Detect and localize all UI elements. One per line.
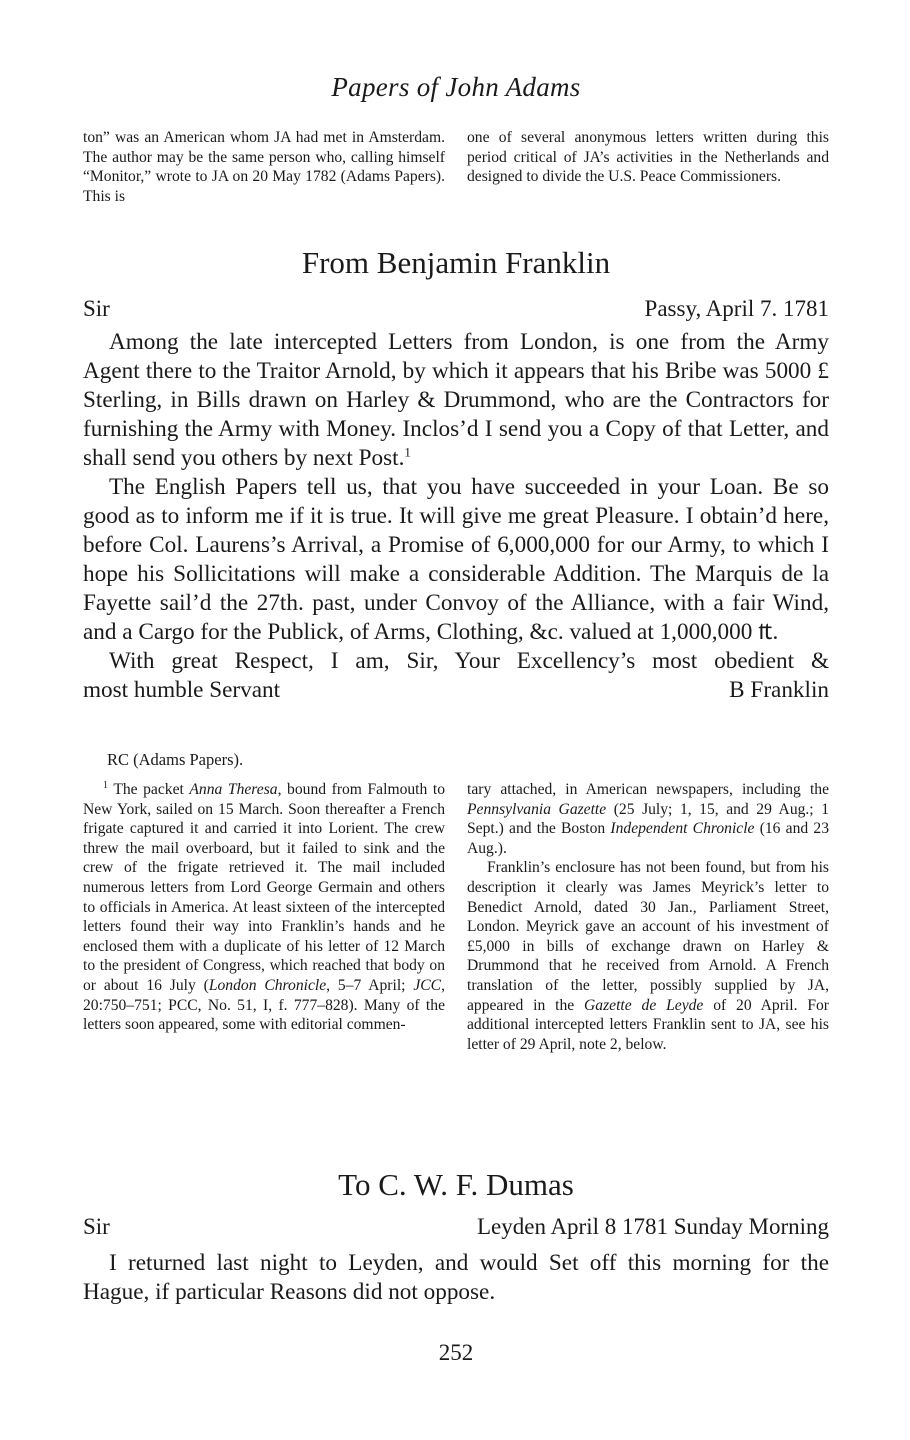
footnote-text-segment: Gazette de Leyde xyxy=(584,996,704,1014)
closing-line-2 xyxy=(83,676,829,705)
footnote-text-segment: , bound from Falmouth to New York, sailed on 15 March. Soon thereafter a French frigate captured it and carried it into Lorient. The crew threw the mail overboard, but it failed to sink and the crew of the frigate retrieved it. The mail included numerous letters from Lord George Germain and others to officials in America. At least sixteen of the intercepted letters found their way into Franklin’s hands and he enclosed them with a duplicate of his letter of 12 March to the president of Congress, which reached that body on or about 16 July ( xyxy=(83,781,446,994)
continued-notes xyxy=(83,128,829,206)
paragraph-1 xyxy=(83,328,829,473)
letter-dateline-dumas xyxy=(83,1214,829,1240)
footnote-text-segment: (16 and 23 Aug.). xyxy=(467,820,830,857)
continued-note-left-text: ton” was an American whom JA had met in Amsterdam. The author may be the same person who, calling himself “Monitor,” wrote to JA on 20 May 1782 (Adams Papers). This is xyxy=(83,129,445,205)
source-note: RC (Adams Papers). xyxy=(107,750,244,769)
footnote-text-segment: (25 July; 1, 15, and 29 Aug.; 1 Sept.) and the Boston xyxy=(467,800,829,838)
footnote-text-segment: The packet xyxy=(113,781,190,798)
continued-note-right-text: one of several anonymous letters written during this period critical of JA’s activities in the Netherlands and designed to divide the U.S. Peace Commissioners. xyxy=(467,129,829,186)
footnote-text-segment: Pennsylvania Gazette xyxy=(467,800,607,818)
place-date: Passy, April 7. 1781 xyxy=(644,296,829,321)
page-number: 252 xyxy=(438,1340,474,1365)
closing-line-1: With great Respect, I am, Sir, Your Excellency’s most obedient & xyxy=(109,648,829,674)
paragraph-1-text: Among the late intercepted Letters from London, is one from the Army Agent there to the Traitor Arnold, by which it appears that his Bribe was 5000 £ Sterling, in Bills drawn on Harley & Drummond, who are the Contractors for furnishing the Army with Money. Inclos’d I send you a Copy of that Letter, and shall send you others by next Post. xyxy=(83,329,829,471)
footnote-number: 1 xyxy=(103,779,108,791)
letter-title-dumas: To C. W. F. Dumas xyxy=(338,1167,574,1202)
place-date: Leyden April 8 1781 Sunday Morning xyxy=(477,1214,829,1239)
footnote-text-segment: , 5–7 April; xyxy=(326,976,414,994)
letter-title-franklin: From Benjamin Franklin xyxy=(301,245,611,280)
letter-body-franklin xyxy=(83,328,829,705)
continued-note-left xyxy=(83,128,445,206)
footnote-text-segment: , 20:750–751; PCC, No. 51, I, f. 777–828). Many of the letters soon appeared, some with editorial commen- xyxy=(83,976,445,1034)
footnote-text-segment: London Chronicle xyxy=(208,976,327,994)
footnotes xyxy=(83,780,829,1054)
footnote-right-column xyxy=(467,780,829,1054)
footnote-marker[interactable]: 1 xyxy=(404,444,411,460)
letter-dateline-franklin xyxy=(83,296,829,322)
footnote-text-segment: Franklin’s enclosure has not been found, but from his description it clearly was James Meyrick’s letter to Benedict Arnold, dated 30 Jan., Parliament Street, London. Meyrick gave an account of his investment of £5,000 in bills of exchange drawn on Harley & Drummond that he received from Arnold. A French translation of the letter, possibly supplied by JA, appeared in the xyxy=(467,859,829,1014)
footnote-text-segment: of 20 April. For additional intercepted letters Franklin sent to JA, see his letter of 29 April, note 2, below. xyxy=(467,996,829,1053)
continued-note-right xyxy=(467,128,829,206)
paragraph-2: The English Papers tell us, that you have succeeded in your Loan. Be so good as to inform me if it is true. It will give me great Pleasure. I obtain’d here, before Col. Laurens’s Arrival, a Promise of 6,000,000 for our Army, to which I hope his Sollicitations will make a considerable Addition. The Marquis de la Fayette sail’d the 27th. past, under Convoy of the Alliance, with a fair Wind, and a Cargo for the Publick, of Arms, Clothing, &c. valued at 1,000,000 ₶. xyxy=(83,474,829,645)
signature: B Franklin xyxy=(729,677,829,703)
footnote-1-paragraph-2 xyxy=(467,858,829,1054)
salutation: Sir xyxy=(83,1214,110,1239)
footnote-text-segment: JCC xyxy=(413,976,442,994)
footnote-1-continued xyxy=(467,780,829,858)
footnote-left-column xyxy=(83,780,445,1054)
closing-servant: most humble Servant xyxy=(83,677,281,703)
footnote-text-segment: tary attached, in American newspapers, including the xyxy=(467,781,829,798)
letter-body-dumas xyxy=(83,1249,829,1307)
running-head: Papers of John Adams xyxy=(331,72,581,102)
footnote-text-segment: Anna Theresa xyxy=(189,781,278,798)
footnote-text-segment: Independent Chronicle xyxy=(610,820,755,838)
salutation: Sir xyxy=(83,296,110,321)
paragraph-1: I returned last night to Leyden, and would Set off this morning for the Hague, if particular Reasons did not oppose. xyxy=(83,1250,829,1305)
footnote-1 xyxy=(83,780,445,1035)
